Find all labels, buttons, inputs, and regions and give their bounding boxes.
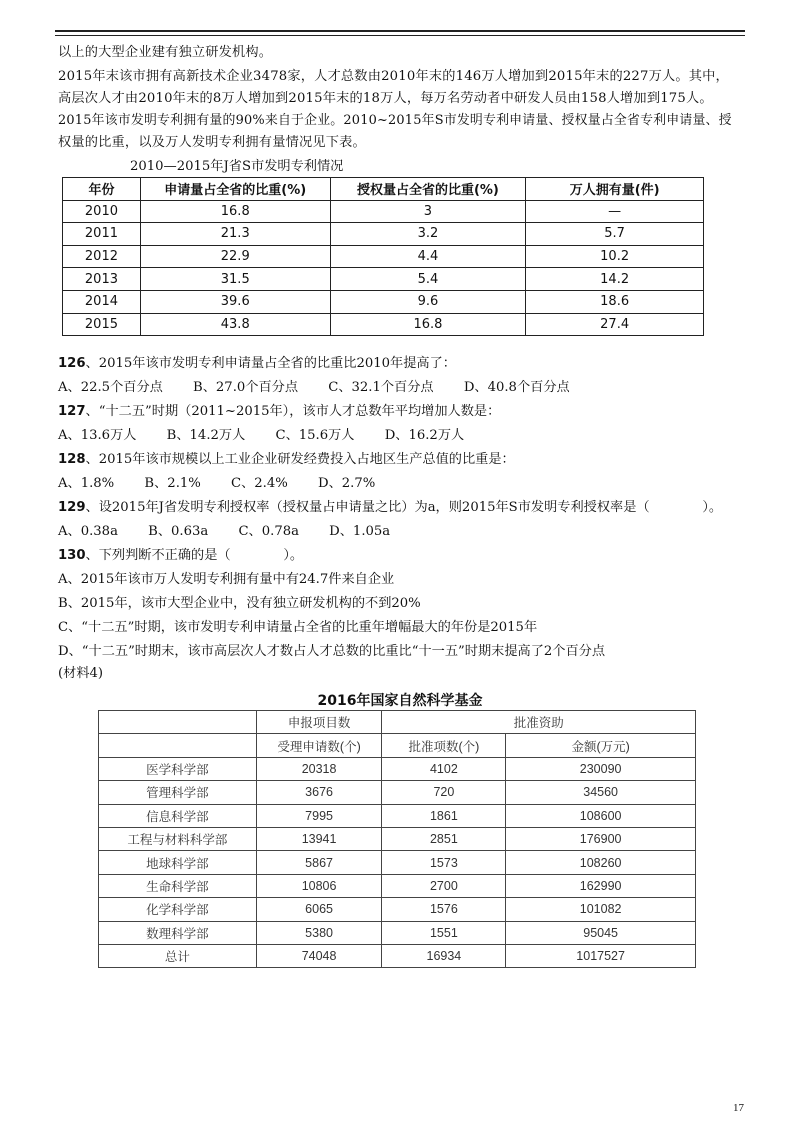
group-header-application: 申报项目数 [256,711,382,734]
table-cell: 1017527 [506,944,696,967]
question-129-options [58,521,778,543]
question-text: 、2015年该市规模以上工业企业研发经费投入占地区生产总值的比重是： [85,452,515,467]
option-b: B、2.1% [144,476,201,491]
table-cell: 16.8 [330,313,526,336]
table-cell: 16934 [382,944,506,967]
table-cell: 2851 [382,827,506,850]
option-d: D、40.8个百分点 [463,380,570,395]
header-rule-thick [55,30,745,32]
table-cell: 95045 [506,921,696,944]
intro-line-4: 2015年该市发明专利拥有量的90%来自于企业。2010~2015年S市发明专利申请量、授权量占全省专利申请量、授 [58,113,732,128]
table1-header-cell: 万人拥有量(件) [526,178,704,201]
table-cell: 2012 [63,245,141,268]
table-cell: 14.2 [526,268,704,291]
table-cell: 101082 [506,898,696,921]
table-cell [99,734,257,757]
table1-header-cell: 年份 [63,178,141,201]
question-text: 、2015年该市发明专利申请量占全省的比重比2010年提高了： [85,356,456,371]
sub-header-cell: 批准项数(个) [382,734,506,757]
table-cell: 720 [382,781,506,804]
table-cell: 2011 [63,223,141,246]
table-cell: 5.4 [330,268,526,291]
table1-title: 2010—2015年J省S市发明专利情况 [130,159,344,174]
question-130 [58,545,778,567]
intro-line-1: 以上的大型企业建有独立研发机构。 [58,45,273,60]
option-c: C、0.78a [238,524,299,539]
table-cell: 3 [330,200,526,223]
intro-line-5: 权量的比重，以及万人发明专利拥有量情况见下表。 [58,135,366,150]
table-row [63,313,704,336]
intro-line-3: 高层次人才由2010年末的8万人增加到2015年末的18万人，每万名劳动者中研发人员由158人增加到175人。 [58,91,713,106]
option-a: A、1.8% [58,476,115,491]
option-a: A、2015年该市万人发明专利拥有量中有24.7件来自企业 [58,572,395,587]
table-cell: 9.6 [330,290,526,313]
table-cell: 信息科学部 [99,804,257,827]
question-127-options [58,425,778,447]
table-cell: 39.6 [140,290,330,313]
table2-group-header-row [99,711,696,734]
table1-header-cell: 申请量占全省的比重(%) [140,178,330,201]
option-d: D、“十二五”时期末，该市高层次人才数占人才总数的比重比“十一五”时期末提高了2个百分点 [58,644,606,659]
question-127 [58,401,778,423]
table2-sub-header-row [99,734,696,757]
table-cell: 工程与材料科学部 [99,827,257,850]
option-c: C、2.4% [231,476,288,491]
table-cell: 4.4 [330,245,526,268]
table-row [63,290,704,313]
table-cell: 3.2 [330,223,526,246]
question-number: 129 [58,500,86,515]
option-a: A、0.38a [58,524,118,539]
table-cell: 1576 [382,898,506,921]
sub-header-cell: 受理申请数(个) [256,734,382,757]
table-cell: 2014 [63,290,141,313]
question-128 [58,449,778,471]
question-text: 、“十二五”时期（2011~2015年），该市人才总数年平均增加人数是： [85,404,501,419]
table-cell: 1573 [382,851,506,874]
question-129 [58,497,778,519]
table2-title: 2016年国家自然科学基金 [317,693,483,709]
table-cell: 生命科学部 [99,874,257,897]
table-row [63,200,704,223]
question-text: 、下列判断不正确的是（ ）。 [85,548,304,563]
table-row [99,804,696,827]
table-cell: 2010 [63,200,141,223]
option-b: B、14.2万人 [166,428,246,443]
option-b: B、0.63a [148,524,209,539]
table-cell: 数理科学部 [99,921,257,944]
option-a: A、13.6万人 [58,428,137,443]
table-cell: 21.3 [140,223,330,246]
table-cell: 4102 [382,757,506,780]
table-cell: 43.8 [140,313,330,336]
table-cell: 5867 [256,851,382,874]
table-row [63,245,704,268]
table-cell: 31.5 [140,268,330,291]
patent-table [62,177,704,336]
table-row [99,874,696,897]
table-cell: 地球科学部 [99,851,257,874]
option-d: D、1.05a [329,524,391,539]
option-c: C、15.6万人 [275,428,355,443]
question-126-options [58,377,778,399]
table-row [99,851,696,874]
question-text: 、设2015年J省发明专利授权率（授权量占申请量之比）为a，则2015年S市发明专利授权率是（ ）。 [85,500,723,515]
table-cell: — [526,200,704,223]
question-128-options [58,473,778,495]
question-number: 128 [58,452,86,467]
table-cell: 5.7 [526,223,704,246]
table-cell: 6065 [256,898,382,921]
nsfc-table [98,710,696,968]
table-cell: 管理科学部 [99,781,257,804]
table-cell: 230090 [506,757,696,780]
table-row [99,781,696,804]
table-cell: 34560 [506,781,696,804]
table-row [99,827,696,850]
question-number: 130 [58,548,86,563]
table-row [63,223,704,246]
table-cell: 3676 [256,781,382,804]
table-cell: 27.4 [526,313,704,336]
option-d: D、2.7% [318,476,376,491]
material-label: (材料4) [58,666,104,681]
table-cell: 1551 [382,921,506,944]
question-126 [58,353,778,375]
table-row [99,757,696,780]
table-cell: 7995 [256,804,382,827]
option-b: B、27.0个百分点 [193,380,299,395]
table-cell: 20318 [256,757,382,780]
header-rule-thin [55,35,745,36]
table-cell: 16.8 [140,200,330,223]
table-cell [99,711,257,734]
table-cell: 10806 [256,874,382,897]
sub-header-cell: 金额(万元) [506,734,696,757]
table-cell: 总计 [99,944,257,967]
table-cell: 2700 [382,874,506,897]
table-cell: 22.9 [140,245,330,268]
table-cell: 108600 [506,804,696,827]
table-cell: 2015 [63,313,141,336]
intro-line-2: 2015年末该市拥有高新技术企业3478家，人才总数由2010年末的146万人增加到2015年末的227万人。其中， [58,69,729,84]
question-number: 126 [58,356,86,371]
table-row [63,268,704,291]
table-cell: 医学科学部 [99,757,257,780]
table-cell: 108260 [506,851,696,874]
table-cell: 10.2 [526,245,704,268]
table-cell: 2013 [63,268,141,291]
table-cell: 176900 [506,827,696,850]
table-row [99,921,696,944]
table-cell: 74048 [256,944,382,967]
table-row [99,898,696,921]
option-a: A、22.5个百分点 [58,380,163,395]
option-d: D、16.2万人 [384,428,465,443]
page-number: 17 [733,1102,744,1114]
table-row-total [99,944,696,967]
table-cell: 162990 [506,874,696,897]
table-cell: 化学科学部 [99,898,257,921]
group-header-approved: 批准资助 [382,711,696,734]
table-cell: 13941 [256,827,382,850]
table1-header-row [63,178,704,201]
option-c: C、“十二五”时期，该市发明专利申请量占全省的比重年增幅最大的年份是2015年 [58,620,538,635]
table-cell: 18.6 [526,290,704,313]
option-c: C、32.1个百分点 [328,380,434,395]
option-b: B、2015年，该市大型企业中，没有独立研发机构的不到20% [58,596,421,611]
table-cell: 1861 [382,804,506,827]
table1-header-cell: 授权量占全省的比重(%) [330,178,526,201]
table-cell: 5380 [256,921,382,944]
question-number: 127 [58,404,86,419]
